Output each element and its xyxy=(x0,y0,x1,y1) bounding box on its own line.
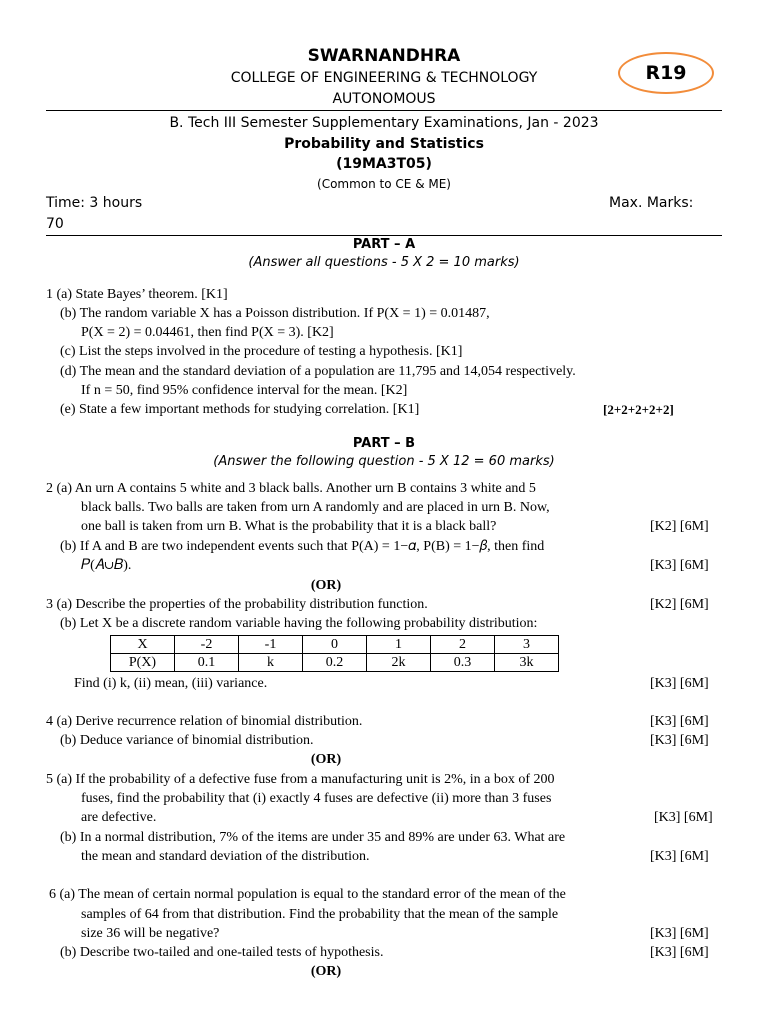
or-separator-1: (OR) xyxy=(310,578,342,593)
institution-name: SWARNANDHRA xyxy=(307,46,461,66)
question-4a-marks: [K3] [6M] xyxy=(650,714,709,729)
regulation-label: R19 xyxy=(645,62,687,84)
table-cell: 0 xyxy=(303,636,367,654)
question-2a-line1: 2 (a) An urn A contains 5 white and 3 black balls. Another urn B contains 3 white and 5 xyxy=(46,481,536,496)
question-5b-marks: [K3] [6M] xyxy=(650,849,709,864)
table-row xyxy=(111,636,559,654)
table-cell: 0.2 xyxy=(303,654,367,672)
question-5a-line3: are defective. xyxy=(81,810,157,825)
question-5b-line2: the mean and standard deviation of the distribution. xyxy=(81,849,370,864)
question-3a-marks: [K2] [6M] xyxy=(650,597,709,612)
question-5a-line2: fuses, find the probability that (i) exactly 4 fuses are defective (ii) more than 3 fuses xyxy=(81,791,552,806)
table-cell: 0.3 xyxy=(431,654,495,672)
table-cell: 2k xyxy=(367,654,431,672)
question-2a-line3: one ball is taken from urn B. What is the probability that it is a black ball? xyxy=(81,519,497,534)
question-1c: (c) List the steps involved in the procedure of testing a hypothesis. [K1] xyxy=(60,344,463,359)
question-6a-line3: size 36 will be negative? xyxy=(81,926,220,941)
part-b-instruction: (Answer the following question - 5 X 12 = 60 marks) xyxy=(213,454,555,469)
question-3b-marks: [K3] [6M] xyxy=(650,676,709,691)
or-separator-3: (OR) xyxy=(310,964,342,979)
table-cell: P(X) xyxy=(111,654,175,672)
question-4b: (b) Deduce variance of binomial distribution. xyxy=(60,733,314,748)
table-cell: 3 xyxy=(495,636,559,654)
question-6a-marks: [K3] [6M] xyxy=(650,926,709,941)
max-marks-label: Max. Marks: xyxy=(609,195,694,211)
max-marks-value: 70 xyxy=(46,216,64,232)
common-note: (Common to CE & ME) xyxy=(317,177,451,191)
question-5b-line1: (b) In a normal distribution, 7% of the items are under 35 and 89% are under 63. What are xyxy=(60,830,566,845)
question-2b-marks: [K3] [6M] xyxy=(650,558,709,573)
part-b-title: PART – B xyxy=(352,436,416,451)
question-1d-line2: If n = 50, find 95% confidence interval for the mean. [K2] xyxy=(81,383,408,398)
question-3b: (b) Let X be a discrete random variable having the following probability distribution: xyxy=(60,616,538,631)
header-rule-top xyxy=(46,110,722,111)
table-cell: 3k xyxy=(495,654,559,672)
table-cell: -2 xyxy=(175,636,239,654)
question-2a-line2: black balls. Two balls are taken from urn A randomly and are placed in urn B. Now, xyxy=(81,500,550,515)
time-label: Time: 3 hours xyxy=(46,195,143,211)
question-1e: (e) State a few important methods for studying correlation. [K1] xyxy=(60,402,420,417)
question-5a-marks: [K3] [6M] xyxy=(654,810,713,825)
table-cell: -1 xyxy=(239,636,303,654)
part-a-title: PART – A xyxy=(352,237,416,252)
table-cell: 2 xyxy=(431,636,495,654)
question-3a: 3 (a) Describe the properties of the probability distribution function. xyxy=(46,597,428,612)
header-rule-bottom xyxy=(46,235,722,236)
exam-title: B. Tech III Semester Supplementary Examinations, Jan - 2023 xyxy=(169,115,599,131)
subject-code: (19MA3T05) xyxy=(336,156,432,172)
question-4a: 4 (a) Derive recurrence relation of binomial distribution. xyxy=(46,714,363,729)
regulation-badge xyxy=(618,52,714,94)
table-cell: X xyxy=(111,636,175,654)
question-3b-find: Find (i) k, (ii) mean, (iii) variance. xyxy=(74,676,268,691)
table-cell: k xyxy=(239,654,303,672)
question-2b-line2: 𝑃(𝐴∪𝐵). xyxy=(81,558,132,573)
question-2b-line1: (b) If A and B are two independent events such that P(A) = 1−𝛼, P(B) = 1−𝛽, then find xyxy=(60,539,545,554)
question-5a-line1: 5 (a) If the probability of a defective fuse from a manufacturing unit is 2%, in a box of 200 xyxy=(46,772,555,787)
table-cell: 1 xyxy=(367,636,431,654)
table-row xyxy=(111,654,559,672)
question-6a-line2: samples of 64 from that distribution. Find the probability that the mean of the sample xyxy=(81,907,559,922)
subject-title: Probability and Statistics xyxy=(284,136,484,152)
part-a-marks: [2+2+2+2+2] xyxy=(603,402,674,417)
probability-distribution-table xyxy=(110,635,559,672)
or-separator-2: (OR) xyxy=(310,752,342,767)
question-2a-marks: [K2] [6M] xyxy=(650,519,709,534)
question-1d-line1: (d) The mean and the standard deviation of a population are 11,795 and 14,054 respectively. xyxy=(60,364,576,379)
question-6a-line1: 6 (a) The mean of certain normal population is equal to the standard error of the mean of the xyxy=(49,887,566,902)
table-cell: 0.1 xyxy=(175,654,239,672)
question-6b: (b) Describe two-tailed and one-tailed tests of hypothesis. xyxy=(60,945,384,960)
question-1b-line1: (b) The random variable X has a Poisson distribution. If P(X = 1) = 0.01487, xyxy=(60,306,490,321)
part-a-instruction: (Answer all questions - 5 X 2 = 10 marks) xyxy=(248,255,520,270)
question-1a: 1 (a) State Bayes’ theorem. [K1] xyxy=(46,287,228,302)
question-6b-marks: [K3] [6M] xyxy=(650,945,709,960)
question-4b-marks: [K3] [6M] xyxy=(650,733,709,748)
college-name: COLLEGE OF ENGINEERING & TECHNOLOGY xyxy=(230,70,538,86)
autonomous-label: AUTONOMOUS xyxy=(332,91,436,107)
question-1b-line2: P(X = 2) = 0.04461, then find P(X = 3). [K2] xyxy=(81,325,334,340)
